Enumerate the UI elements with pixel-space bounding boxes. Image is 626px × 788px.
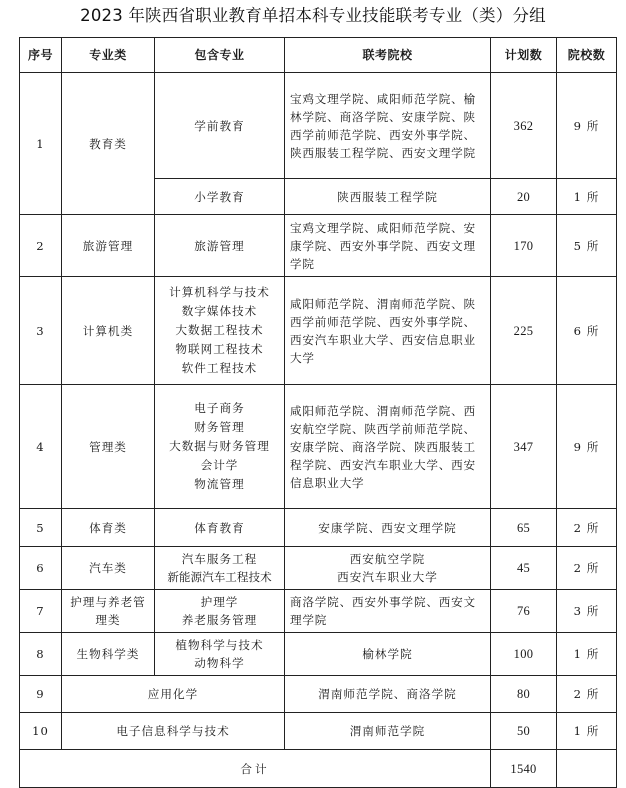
major-item: 计算机科学与技术 — [169, 285, 270, 299]
row-merged-major: 应用化学 — [62, 676, 285, 713]
major-item: 财务管理 — [194, 420, 245, 434]
row-index: 9 — [20, 676, 62, 713]
col-header-index: 序号 — [20, 38, 62, 73]
row-school-count: 2 所 — [557, 547, 617, 590]
row-majors — [155, 179, 285, 215]
row-category: 旅游管理 — [62, 215, 155, 277]
table-row — [20, 633, 617, 676]
row-plan: 50 — [491, 713, 557, 750]
row-index: 10 — [20, 713, 62, 750]
major-item: 会计学 — [200, 458, 239, 472]
row-index: 3 — [20, 277, 62, 385]
page-title: 2023 年陕西省职业教育单招本科专业技能联考专业（类）分组 — [80, 6, 546, 25]
row-school-count: 6 所 — [557, 277, 617, 385]
row-index: 5 — [20, 509, 62, 547]
row-plan: 225 — [491, 277, 557, 385]
total-row — [20, 750, 617, 788]
header-row — [20, 38, 617, 73]
total-school-count-empty — [557, 750, 617, 788]
row-category: 体育类 — [62, 509, 155, 547]
row-school-count: 5 所 — [557, 215, 617, 277]
col-header-majors: 包含专业 — [155, 38, 285, 73]
row-category: 护理与养老管理类 — [62, 590, 155, 633]
row-merged-major: 电子信息科学与技术 — [62, 713, 285, 750]
major-item: 软件工程技术 — [181, 361, 258, 375]
row-schools: 宝鸡文理学院、咸阳师范学院、榆林学院、商洛学院、安康学院、陕西学前师范学院、西安外事学院、陕西服装工程学院、西安文理学院 — [285, 73, 491, 179]
row-plan: 170 — [491, 215, 557, 277]
row-index: 8 — [20, 633, 62, 676]
row-majors — [155, 590, 285, 633]
major-item: 护理学 — [200, 595, 239, 609]
row-index: 2 — [20, 215, 62, 277]
row-school-count: 3 所 — [557, 590, 617, 633]
row-schools: 宝鸡文理学院、咸阳师范学院、安康学院、西安外事学院、西安文理学院 — [285, 215, 491, 277]
row-schools: 渭南师范学院、商洛学院 — [285, 676, 491, 713]
row-school-count: 1 所 — [557, 179, 617, 215]
row-majors — [155, 215, 285, 277]
row-schools: 咸阳师范学院、渭南师范学院、西安航空学院、陕西学前师范学院、安康学院、商洛学院、陕西服装工程学院、西安汽车职业大学、西安信息职业大学 — [285, 385, 491, 509]
row-plan: 76 — [491, 590, 557, 633]
row-schools: 渭南师范学院 — [285, 713, 491, 750]
row-school-count: 2 所 — [557, 509, 617, 547]
row-majors — [155, 633, 285, 676]
col-header-schools: 联考院校 — [285, 38, 491, 73]
table-row — [20, 215, 617, 277]
major-item: 新能源汽车工程技术 — [167, 570, 272, 584]
major-item: 小学教育 — [194, 189, 245, 204]
row-majors — [155, 73, 285, 179]
major-item: 数字媒体技术 — [181, 304, 258, 318]
row-category: 汽车类 — [62, 547, 155, 590]
row-plan: 347 — [491, 385, 557, 509]
row-category: 生物科学类 — [62, 633, 155, 676]
major-item: 植物科学与技术 — [175, 638, 264, 652]
row-plan: 362 — [491, 73, 557, 179]
major-item: 大数据与财务管理 — [169, 439, 270, 453]
row-plan: 80 — [491, 676, 557, 713]
total-label: 合计 — [20, 750, 491, 788]
row-category: 计算机类 — [62, 277, 155, 385]
row-school-count: 9 所 — [557, 73, 617, 179]
row-school-count: 2 所 — [557, 676, 617, 713]
table-row — [20, 547, 617, 590]
major-item: 汽车服务工程 — [181, 552, 258, 566]
row-majors — [155, 509, 285, 547]
col-header-plan: 计划数 — [491, 38, 557, 73]
table-row — [20, 509, 617, 547]
row-plan: 100 — [491, 633, 557, 676]
row-school-count: 9 所 — [557, 385, 617, 509]
table-row — [20, 713, 617, 750]
row-schools: 安康学院、西安文理学院 — [285, 509, 491, 547]
row-school-count: 1 所 — [557, 633, 617, 676]
table-row — [20, 590, 617, 633]
row-majors — [155, 277, 285, 385]
row-schools: 商洛学院、西安外事学院、西安文理学院 — [285, 590, 491, 633]
major-item: 物流管理 — [194, 477, 245, 491]
row-majors — [155, 385, 285, 509]
col-header-school-count: 院校数 — [557, 38, 617, 73]
row-index: 1 — [20, 73, 62, 215]
table-row — [20, 277, 617, 385]
major-item: 电子商务 — [194, 401, 245, 415]
row-index: 7 — [20, 590, 62, 633]
row-majors — [155, 547, 285, 590]
row-schools: 西安航空学院 西安汽车职业大学 — [285, 547, 491, 590]
table-row — [20, 73, 617, 179]
major-item: 体育教育 — [194, 520, 245, 535]
row-category: 管理类 — [62, 385, 155, 509]
row-index: 4 — [20, 385, 62, 509]
row-plan: 20 — [491, 179, 557, 215]
row-plan: 65 — [491, 509, 557, 547]
row-plan: 45 — [491, 547, 557, 590]
major-item: 养老服务管理 — [181, 613, 258, 627]
major-item: 动物科学 — [194, 656, 245, 670]
row-schools: 榆林学院 — [285, 633, 491, 676]
major-item: 学前教育 — [194, 118, 245, 133]
row-school-count: 1 所 — [557, 713, 617, 750]
col-header-category: 专业类 — [62, 38, 155, 73]
total-plan: 1540 — [491, 750, 557, 788]
row-category: 教育类 — [62, 73, 155, 215]
row-schools: 陕西服装工程学院 — [285, 179, 491, 215]
major-item: 物联网工程技术 — [175, 342, 264, 356]
row-schools: 咸阳师范学院、渭南师范学院、陕西学前师范学院、西安外事学院、西安汽车职业大学、西安信息职业大学 — [285, 277, 491, 385]
grouping-table — [19, 37, 617, 788]
row-index: 6 — [20, 547, 62, 590]
table-row — [20, 676, 617, 713]
table-row — [20, 385, 617, 509]
major-item: 大数据工程技术 — [175, 323, 264, 337]
major-item: 旅游管理 — [194, 238, 245, 253]
